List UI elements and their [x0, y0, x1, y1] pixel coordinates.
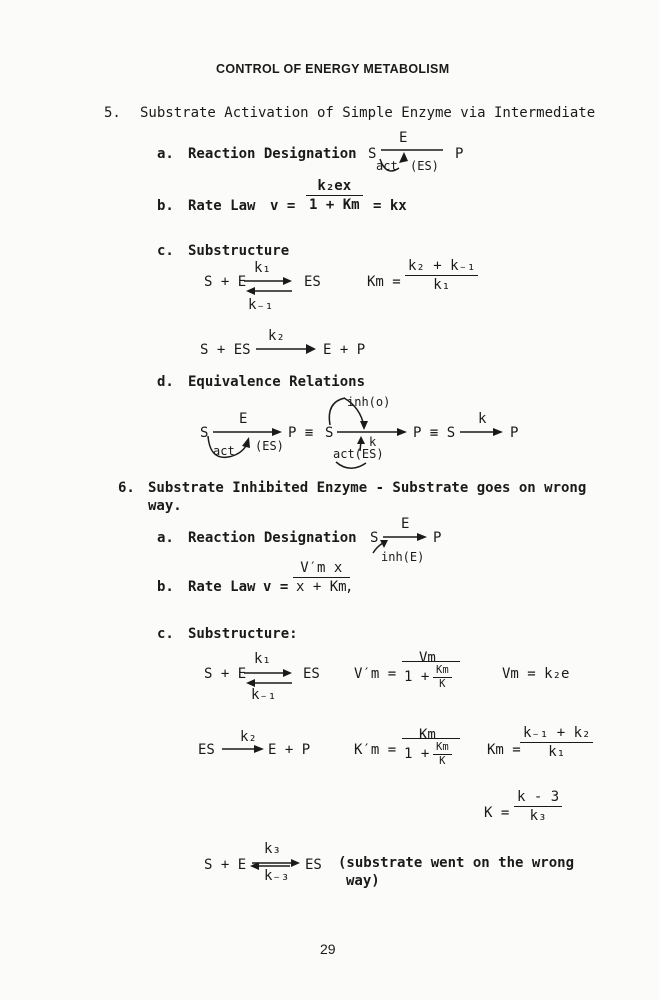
6c-r3-right: ES: [305, 857, 322, 873]
6c-km-den-a: 1 +: [404, 746, 430, 762]
6c-vm-den-a: 1 +: [404, 669, 430, 685]
5a-act-arrowhead: [399, 152, 408, 163]
6c-k1: k₁: [254, 651, 271, 667]
6a-e: E: [401, 516, 410, 532]
5d-inh: inh(o): [347, 395, 391, 409]
6c-r2-right: E + P: [268, 742, 311, 758]
section-5-number: 5.: [104, 105, 121, 121]
6c-k3: k₃: [264, 841, 281, 857]
5d-inh-curve-left: [329, 398, 345, 425]
5c-k2: k₂: [268, 328, 285, 344]
5c-km1: k₋₁: [248, 297, 274, 313]
6a-inh: inh(E): [381, 550, 425, 564]
5a-product: P: [455, 146, 464, 162]
5b-rhs: = kx: [373, 198, 407, 214]
5b-denominator: 1 + Km: [309, 197, 360, 213]
6c-r1-left: S + E: [204, 666, 247, 682]
5b-v: v =: [270, 198, 296, 214]
6c-vm-lhs: V′m =: [354, 666, 397, 682]
5a-act: act: [376, 159, 398, 173]
6b-comma: ,: [345, 579, 354, 595]
item-6b-label: b.: [157, 579, 174, 595]
item-6a-label: a.: [157, 530, 174, 546]
section-6-number: 6.: [118, 480, 135, 496]
item-5d-text: Equivalence Relations: [188, 374, 366, 390]
item-5a-label: a.: [157, 146, 174, 162]
5d-r3-head: [493, 428, 503, 436]
5c-r2-head: [306, 344, 316, 354]
5d-inh-head: [360, 421, 368, 430]
6c-vm-num: Vm: [419, 650, 436, 666]
page-number: 29: [320, 941, 336, 957]
5c-km-denominator: k₁: [433, 277, 451, 293]
5c-r1-forward-head: [283, 277, 292, 285]
6b-v: v =: [263, 579, 289, 595]
item-5b-text: Rate Law: [188, 198, 256, 214]
6c-r1-forward-head: [283, 669, 292, 677]
6c-r2-head: [254, 745, 264, 753]
section-5-title: Substrate Activation of Simple Enzyme via Intermediate: [140, 105, 596, 121]
5d-k-small: k: [369, 435, 377, 449]
5d-act-es-curve: [336, 462, 366, 468]
6c-vm-eq: Vm = k₂e: [502, 666, 570, 682]
6c-km1: k₋₁: [251, 687, 277, 703]
6c-vm-inner-num: Km: [436, 664, 449, 676]
6a-s: S: [370, 530, 379, 546]
5c-km-lhs: Km =: [367, 274, 401, 290]
5d-es: (ES): [255, 439, 284, 453]
5d-p2: P ≡ S: [413, 425, 456, 441]
5a-enzyme: E: [399, 130, 408, 146]
6a-arrow-head: [417, 533, 427, 541]
5d-r2-head: [397, 428, 407, 436]
5d-p3: P: [510, 425, 519, 441]
6c-km-eq-den: k₁: [548, 744, 566, 760]
item-5b-label: b.: [157, 198, 174, 214]
6c-K-den: k₃: [529, 808, 547, 824]
5c-r1-back-head: [246, 287, 255, 295]
6b-numerator: V′m x: [300, 560, 343, 576]
5d-k: k: [478, 411, 487, 427]
6c-r3-forward-head: [291, 859, 300, 867]
6c-r1-back-head: [246, 679, 255, 687]
item-5c-text: Substructure: [188, 243, 290, 259]
item-6a-text: Reaction Designation: [188, 530, 357, 546]
6c-K-lhs: K =: [484, 805, 510, 821]
5d-s2: S: [325, 425, 334, 441]
section-6-title: Substrate Inhibited Enzyme - Substrate goes on wrong: [148, 480, 587, 496]
6c-k2: k₂: [240, 729, 257, 745]
item-5c-label: c.: [157, 243, 174, 259]
6c-r1-right: ES: [303, 666, 320, 682]
6c-km-eq: Km =: [487, 742, 521, 758]
item-5d-label: d.: [157, 374, 174, 390]
section-6-title-cont: way.: [148, 498, 182, 514]
6c-km-lhs: K′m =: [354, 742, 397, 758]
5d-act-es: act(ES): [333, 447, 384, 461]
running-header: CONTROL OF ENERGY METABOLISM: [216, 62, 450, 76]
6c-r2-left: ES: [198, 742, 215, 758]
5c-km-numerator: k₂ + k₋₁: [408, 258, 476, 274]
6c-km-num: Km: [419, 727, 436, 743]
6a-p: P: [433, 530, 442, 546]
5c-r1-left: S + E: [204, 274, 247, 290]
6c-km-eq-num: k₋₁ + k₂: [523, 725, 591, 741]
6b-denominator: x + Km: [296, 579, 347, 595]
6c-km3: k₋₃: [264, 868, 290, 884]
6c-K-num: k - 3: [517, 789, 560, 805]
6c-km-inner-num: Km: [436, 741, 449, 753]
5d-p1: P ≡: [288, 425, 314, 441]
5c-r2-right: E + P: [323, 342, 366, 358]
5d-e: E: [239, 411, 248, 427]
5d-act-head: [242, 437, 250, 448]
6c-note-line1: (substrate went on the wrong: [338, 855, 575, 871]
6c-r3-left: S + E: [204, 857, 247, 873]
5c-k1: k₁: [254, 260, 271, 276]
5a-es: (ES): [410, 159, 439, 173]
5c-r2-left: S + ES: [200, 342, 251, 358]
item-6c-label: c.: [157, 626, 174, 642]
5c-r1-right: ES: [304, 274, 321, 290]
item-5a-text: Reaction Designation: [188, 146, 357, 162]
5d-s: S: [200, 425, 209, 441]
5d-r1-head: [272, 428, 282, 436]
item-6b-text: Rate Law: [188, 579, 256, 595]
5d-act-curve: [208, 436, 246, 457]
item-6c-text: Substructure:: [188, 626, 298, 642]
5b-numerator: k₂ex: [317, 178, 352, 194]
5d-act-es-head: [357, 436, 365, 444]
6c-note-line2: way): [346, 873, 380, 889]
5d-act: act: [213, 444, 235, 458]
6c-km-inner-den: K: [439, 754, 446, 767]
6c-vm-inner-den: K: [439, 677, 446, 690]
5a-act-curve: [380, 159, 399, 171]
5a-substrate: S: [368, 146, 377, 162]
